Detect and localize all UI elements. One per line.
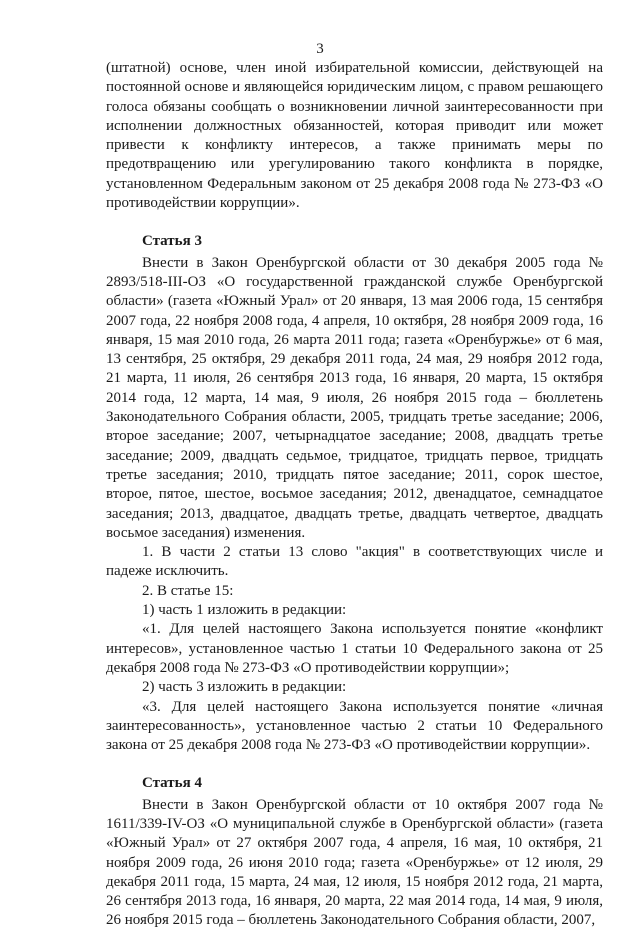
paragraph: 1. В части 2 статьи 13 слово "акция" в соответствующих числе и падеже исключить. (106, 544, 603, 580)
article-heading: Статья 4 (142, 775, 202, 792)
paragraph: Внести в Закон Оренбургской области от 30 декабря 2005 года № 2893/518-III-ОЗ «О государственной гражданской службе Оренбургской области» (газета «Южный Урал» от 20 января, 13 мая 2006 года, 15 сентября 2007 года, 22 ноября 2008 года, 4 апреля, 10 октября, 28 ноября 2009 года, 16 января, 15 мая 2010 года, 26 марта 2011 года; газета «Оренбуржье» от 6 мая, 13 сентября, 25 октября, 29 декабря 2011 года, 24 мая, 29 ноября 2012 года, 21 марта, 11 июля, 26 сентября 2013 года, 16 января, 20 марта, 15 октября 2014 года, 12 марта, 14 мая, 9 июля, 26 ноября 2015 года – бюллетень Законодательного Собрания области, 2005, тридцать третье заседание; 2006, второе заседание; 2007, четырнадцатое заседание; 2008, двадцать третье заседание; 2009, двадцать седьмое, тридцатое, тридцать первое, тридцать третье заседания; 2010, тридцать пятое заседание; 2011, сорок шестое, второе, пятое, шестое, восьмое заседания; 2012, двенадцатое, семнадцатое заседания; 2013, двадцатое, двадцать третье, двадцать четвертое, двадцать восьмое заседания) изменения. (106, 254, 603, 541)
paragraph: «3. Для целей настоящего Закона используется понятие «личная заинтересованность», установленное частью 2 статьи 10 Федерального закона от 25 декабря 2008 года № 273-ФЗ «О противодействии коррупции». (106, 698, 603, 754)
paragraph: 2. В статье 15: (142, 582, 234, 599)
paragraph: 1) часть 1 изложить в редакции: (142, 602, 347, 619)
paragraph: 2) часть 3 изложить в редакции: (142, 679, 347, 696)
paragraph: «1. Для целей настоящего Закона используется понятие «конфликт интересов», установленное частью 1 статьи 10 Федерального закона от 25 декабря 2008 года № 273-ФЗ «О противодействии коррупции»; (106, 621, 603, 676)
page-number: 3 (316, 41, 324, 57)
paragraph: (штатной) основе, член иной избирательной комиссии, действующей на постоянной основе и являющейся юридическим лицом, с правом решающего голоса обязаны сообщать о возникновении личной заинтересованности при исполнении должностных обязанностей, которая приводит или может привести к конфликту интересов, а также принимать меры по предотвращению или урегулированию такого конфликта в порядке, установленном Федеральным законом от 25 декабря 2008 года № 273-ФЗ «О противодействии коррупции». (106, 60, 603, 212)
paragraph: Внести в Закон Оренбургской области от 10 октября 2007 года № 1611/339-IV-ОЗ «О муниципальной службе в Оренбургской области» (газета «Южный Урал» от 27 октября 2007 года, 4 апреля, 16 мая, 10 октября, 21 ноября 2009 года, 26 июня 2010 года; газета «Оренбуржье» от 12 июля, 29 декабря 2011 года, 15 марта, 24 мая, 12 июля, 15 ноября 2012 года, 21 марта, 26 сентября 2013 года, 16 января, 20 марта, 22 мая 2014 года, 14 мая, 9 июля, 26 ноября 2015 года – бюллетень Законодательного Собрания области, 2007, (106, 796, 603, 929)
article-heading: Статья 3 (142, 233, 202, 250)
document-body (106, 59, 603, 931)
